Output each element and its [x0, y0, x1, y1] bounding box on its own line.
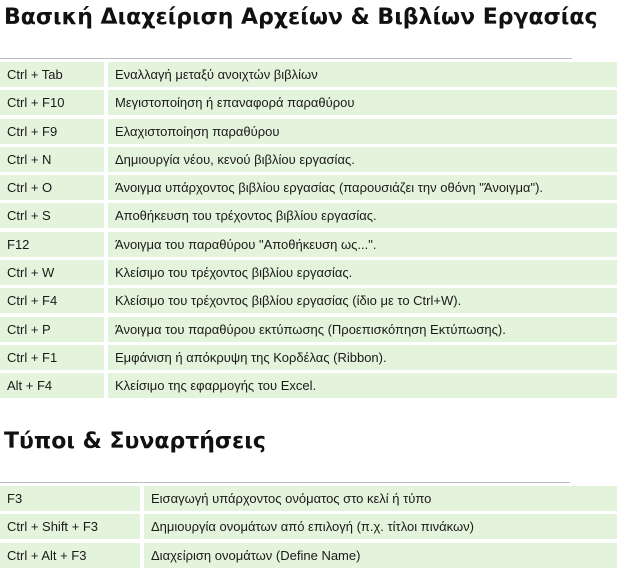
table-row	[0, 317, 617, 342]
shortcut-keys: Ctrl + F9	[0, 119, 104, 144]
shortcut-description: Άνοιγμα του παραθύρου "Αποθήκευση ως...".	[108, 232, 617, 257]
table-row	[0, 486, 617, 511]
table-row	[0, 543, 617, 568]
shortcut-description: Αποθήκευση του τρέχοντος βιβλίου εργασίας.	[108, 203, 617, 228]
shortcut-keys: Ctrl + N	[0, 147, 104, 172]
shortcut-description: Διαχείριση ονομάτων (Define Name)	[144, 543, 617, 568]
table-row	[0, 232, 617, 257]
shortcut-keys: F12	[0, 232, 104, 257]
table-row	[0, 345, 617, 370]
shortcut-keys: Ctrl + Tab	[0, 62, 104, 87]
shortcut-keys: Ctrl + F4	[0, 288, 104, 313]
table-row	[0, 203, 617, 228]
table-row	[0, 288, 617, 313]
shortcut-description: Κλείσιμο του τρέχοντος βιβλίου εργασίας (ίδιο με το Ctrl+W).	[108, 288, 617, 313]
shortcut-description: Ελαχιστοποίηση παραθύρου	[108, 119, 617, 144]
shortcut-description: Κλείσιμο του τρέχοντος βιβλίου εργασίας.	[108, 260, 617, 285]
section-title-formulas-functions: Τύποι & Συναρτήσεις	[4, 429, 266, 454]
shortcut-keys: Ctrl + S	[0, 203, 104, 228]
shortcut-description: Άνοιγμα υπάρχοντος βιβλίου εργασίας (παρουσιάζει την οθόνη "Άνοιγμα").	[108, 175, 617, 200]
table-row	[0, 147, 617, 172]
shortcuts-table-formulas-functions	[0, 486, 617, 571]
section-title-file-management: Βασική Διαχείριση Αρχείων & Βιβλίων Εργασίας	[4, 5, 598, 30]
shortcut-keys: Ctrl + Shift + F3	[0, 514, 140, 539]
table-row	[0, 514, 617, 539]
shortcut-keys: F3	[0, 486, 140, 511]
section-divider	[0, 58, 572, 59]
shortcut-keys: Ctrl + Alt + F3	[0, 543, 140, 568]
table-row	[0, 260, 617, 285]
section-divider	[0, 482, 570, 483]
table-row	[0, 119, 617, 144]
shortcuts-table-file-management	[0, 62, 617, 402]
table-row	[0, 62, 617, 87]
shortcut-description: Άνοιγμα του παραθύρου εκτύπωσης (Προεπισκόπηση Εκτύπωσης).	[108, 317, 617, 342]
shortcut-description: Δημιουργία νέου, κενού βιβλίου εργασίας.	[108, 147, 617, 172]
shortcut-keys: Ctrl + O	[0, 175, 104, 200]
shortcut-description: Μεγιστοποίηση ή επαναφορά παραθύρου	[108, 90, 617, 115]
shortcut-description: Εναλλαγή μεταξύ ανοιχτών βιβλίων	[108, 62, 617, 87]
table-row	[0, 175, 617, 200]
shortcut-description: Εισαγωγή υπάρχοντος ονόματος στο κελί ή τύπο	[144, 486, 617, 511]
shortcut-keys: Ctrl + F1	[0, 345, 104, 370]
shortcut-description: Δημιουργία ονομάτων από επιλογή (π.χ. τίτλοι πινάκων)	[144, 514, 617, 539]
shortcut-keys: Ctrl + W	[0, 260, 104, 285]
table-row	[0, 373, 617, 398]
shortcut-keys: Alt + F4	[0, 373, 104, 398]
shortcut-description: Εμφάνιση ή απόκρυψη της Κορδέλας (Ribbon).	[108, 345, 617, 370]
shortcut-keys: Ctrl + P	[0, 317, 104, 342]
shortcut-keys: Ctrl + F10	[0, 90, 104, 115]
table-row	[0, 90, 617, 115]
shortcut-description: Κλείσιμο της εφαρμογής του Excel.	[108, 373, 617, 398]
